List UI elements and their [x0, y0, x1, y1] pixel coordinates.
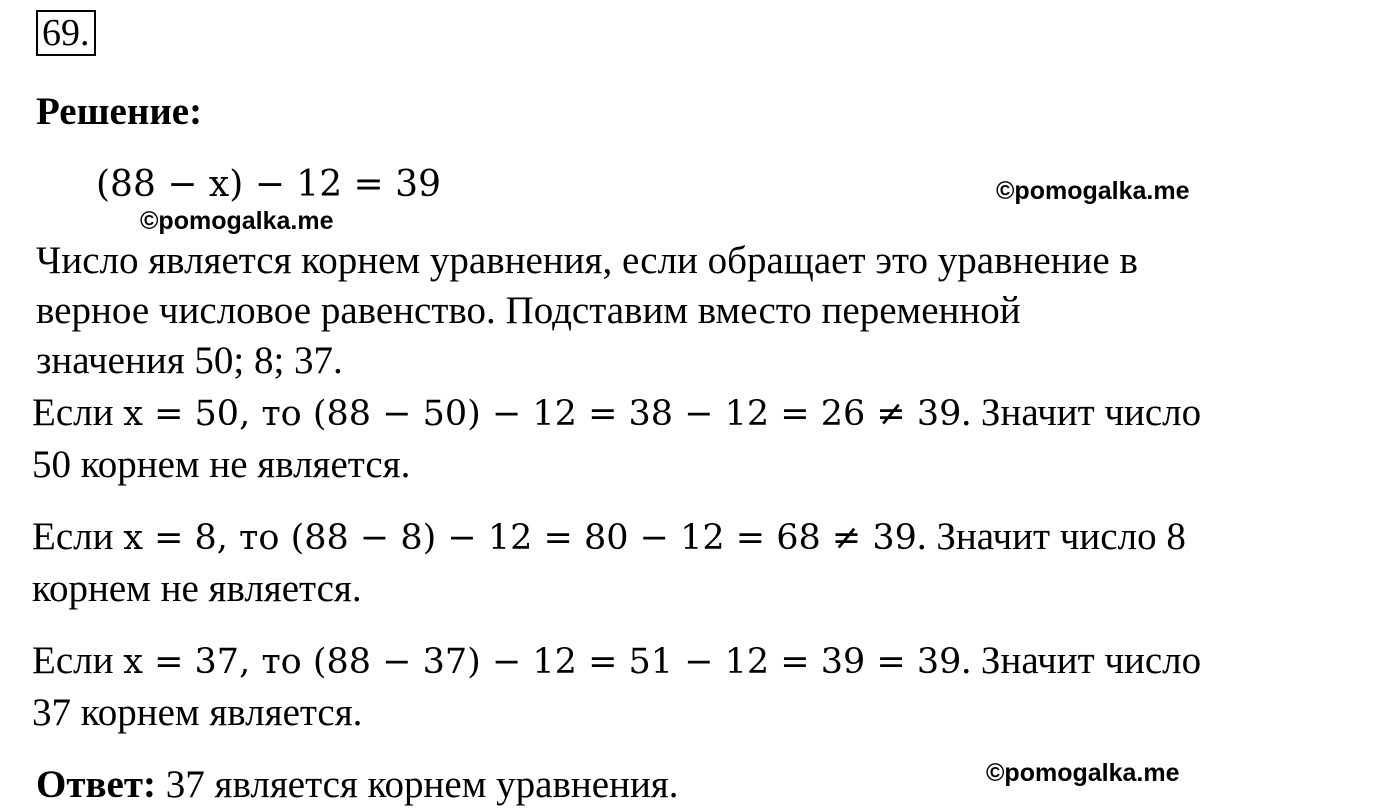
answer-text: 37 является корнем уравнения.: [156, 763, 679, 806]
check-conclusion: 50 корнем не является.: [32, 443, 411, 486]
check-line-x50: [32, 388, 1201, 439]
check-conclusion: корнем не является.: [32, 567, 362, 610]
intro-line: Число является корнем уравнения, если обращает это уравнение в: [36, 239, 1138, 282]
watermark: ©pomogalka.me: [996, 177, 1190, 205]
check-line-x37: [32, 636, 1201, 687]
problem-number: 69.: [36, 10, 96, 56]
check-lead: Если: [32, 639, 124, 682]
watermark: ©pomogalka.me: [140, 207, 334, 235]
check-math: x = 50, то (88 − 50) − 12 = 38 − 12 = 26 ≠ 39: [123, 394, 962, 434]
check-conclusion: 37 корнем является.: [32, 691, 363, 734]
solution-heading: Решение:: [36, 90, 203, 133]
intro-line: значения 50; 8; 37.: [36, 339, 343, 382]
equation: (88 − x) − 12 = 39: [96, 164, 441, 205]
check-line-x8: [32, 512, 1186, 563]
check-tail: . Значит число: [961, 391, 1202, 434]
check-lead: Если: [32, 391, 124, 434]
watermark: ©pomogalka.me: [986, 759, 1180, 787]
check-tail: . Значит число 8: [916, 515, 1186, 558]
check-lead: Если: [32, 515, 124, 558]
check-math: x = 8, то (88 − 8) − 12 = 80 − 12 = 68 ≠ 39: [123, 518, 917, 558]
answer-label: Ответ:: [36, 763, 157, 806]
check-tail: . Значит число: [961, 639, 1202, 682]
intro-line: верное числовое равенство. Подставим вместо переменной: [36, 289, 1021, 332]
answer-line: [36, 760, 679, 810]
check-math: x = 37, то (88 − 37) − 12 = 51 − 12 = 39 = 39: [123, 642, 962, 682]
